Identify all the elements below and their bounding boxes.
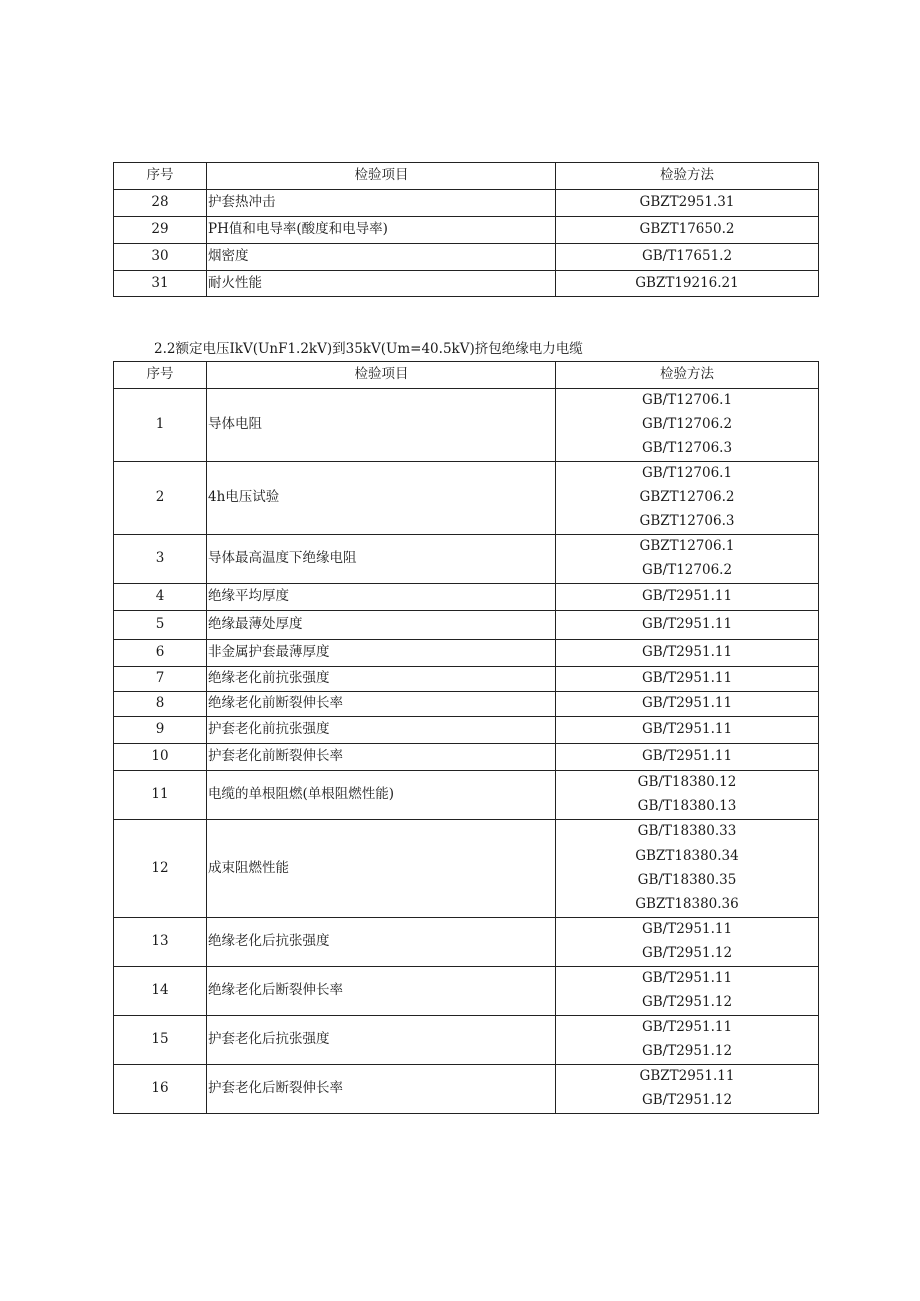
table-row <box>114 462 819 535</box>
inspection-item: 护套老化前抗张强度 <box>207 717 556 744</box>
method-standard: GBZT17650.2 <box>639 221 735 238</box>
header-no: 序号 <box>114 362 207 389</box>
table-row <box>114 692 819 717</box>
inspection-item: 成束阻燃性能 <box>207 820 556 918</box>
method-standard: GBZT2951.31 <box>639 194 735 211</box>
method-standard: GB/T2951.11 <box>641 970 733 987</box>
inspection-item: 绝缘老化后断裂伸长率 <box>207 967 556 1016</box>
method-standard: GB/T2951.11 <box>641 748 733 765</box>
row-number: 1 <box>114 389 207 462</box>
inspection-item: 4h电压试验 <box>207 462 556 535</box>
inspection-methods <box>556 584 819 611</box>
header-method: 检验方法 <box>556 163 819 190</box>
method-standard: GB/T17651.2 <box>641 248 733 265</box>
method-standard: GB/T2951.12 <box>641 994 733 1011</box>
header-item: 检验项目 <box>207 362 556 389</box>
method-standard: GB/T2951.11 <box>641 721 733 738</box>
inspection-table-2 <box>113 361 819 1114</box>
table-row <box>114 640 819 667</box>
row-number: 4 <box>114 584 207 611</box>
row-number: 11 <box>114 771 207 820</box>
method-standard: GB/T2951.12 <box>641 1043 733 1060</box>
inspection-item: 绝缘平均厚度 <box>207 584 556 611</box>
inspection-methods <box>556 190 819 217</box>
table-row <box>114 918 819 967</box>
inspection-item: PH值和电导率(酸度和电导率) <box>207 217 556 244</box>
section-title: 2.2额定电压IkV(UnF1.2kV)到35kV(Um=40.5kV)挤包绝缘电力电缆 <box>154 341 583 357</box>
inspection-item: 护套老化前断裂伸长率 <box>207 744 556 771</box>
row-number: 13 <box>114 918 207 967</box>
method-standard: GB/T2951.11 <box>641 695 733 712</box>
table-row <box>114 190 819 217</box>
method-standard: GB/T2951.11 <box>641 644 733 661</box>
inspection-item: 烟密度 <box>207 244 556 271</box>
table-row <box>114 717 819 744</box>
method-standard: GBZT2951.11 <box>639 1068 735 1085</box>
inspection-item: 护套热冲击 <box>207 190 556 217</box>
table-row <box>114 389 819 462</box>
row-number: 28 <box>114 190 207 217</box>
method-standard: GB/T2951.11 <box>641 1019 733 1036</box>
method-standard: GB/T18380.13 <box>637 798 737 815</box>
method-standard: GB/T2951.11 <box>641 588 733 605</box>
inspection-methods <box>556 271 819 297</box>
inspection-methods <box>556 717 819 744</box>
inspection-methods <box>556 1016 819 1065</box>
inspection-item: 绝缘老化前断裂伸长率 <box>207 692 556 717</box>
inspection-methods <box>556 462 819 535</box>
table-row <box>114 1016 819 1065</box>
method-standard: GBZT12706.2 <box>639 489 735 506</box>
inspection-item: 非金属护套最薄厚度 <box>207 640 556 667</box>
method-standard: GB/T2951.12 <box>641 945 733 962</box>
method-standard: GB/T18380.33 <box>637 823 737 840</box>
inspection-item: 电缆的单根阻燃(单根阻燃性能) <box>207 771 556 820</box>
method-standard: GBZT12706.1 <box>639 538 735 555</box>
inspection-methods <box>556 918 819 967</box>
method-standard: GB/T18380.35 <box>637 871 737 888</box>
inspection-methods <box>556 217 819 244</box>
row-number: 15 <box>114 1016 207 1065</box>
method-standard: GB/T18380.12 <box>637 774 737 791</box>
inspection-methods <box>556 967 819 1016</box>
table-row <box>114 820 819 918</box>
inspection-item: 绝缘最薄处厚度 <box>207 611 556 640</box>
inspection-item: 导体电阻 <box>207 389 556 462</box>
method-standard: GBZT18380.34 <box>635 847 739 864</box>
row-number: 9 <box>114 717 207 744</box>
row-number: 8 <box>114 692 207 717</box>
row-number: 16 <box>114 1065 207 1114</box>
row-number: 31 <box>114 271 207 297</box>
inspection-item: 绝缘老化前抗张强度 <box>207 667 556 692</box>
inspection-methods <box>556 389 819 462</box>
row-number: 7 <box>114 667 207 692</box>
method-standard: GBZT12706.3 <box>639 513 735 530</box>
inspection-methods <box>556 744 819 771</box>
inspection-methods <box>556 771 819 820</box>
method-standard: GB/T2951.11 <box>641 921 733 938</box>
inspection-table-1 <box>113 162 819 297</box>
header-no: 序号 <box>114 163 207 190</box>
table-row <box>114 244 819 271</box>
table-row <box>114 771 819 820</box>
header-row <box>114 163 819 190</box>
row-number: 12 <box>114 820 207 918</box>
table-row <box>114 217 819 244</box>
method-standard: GBZT18380.36 <box>635 896 739 913</box>
row-number: 2 <box>114 462 207 535</box>
method-standard: GB/T12706.1 <box>641 465 733 482</box>
row-number: 29 <box>114 217 207 244</box>
inspection-item: 导体最高温度下绝缘电阻 <box>207 535 556 584</box>
inspection-methods <box>556 820 819 918</box>
header-row <box>114 362 819 389</box>
table-row <box>114 667 819 692</box>
inspection-item: 护套老化后抗张强度 <box>207 1016 556 1065</box>
inspection-methods <box>556 611 819 640</box>
row-number: 3 <box>114 535 207 584</box>
row-number: 5 <box>114 611 207 640</box>
inspection-item: 耐火性能 <box>207 271 556 297</box>
method-standard: GB/T2951.12 <box>641 1092 733 1109</box>
table-row <box>114 1065 819 1114</box>
inspection-methods <box>556 244 819 271</box>
method-standard: GB/T12706.3 <box>641 440 733 457</box>
row-number: 30 <box>114 244 207 271</box>
method-standard: GBZT19216.21 <box>635 274 739 291</box>
header-method: 检验方法 <box>556 362 819 389</box>
method-standard: GB/T12706.2 <box>641 562 733 579</box>
method-standard: GB/T2951.11 <box>641 670 733 687</box>
inspection-methods <box>556 1065 819 1114</box>
table-row <box>114 967 819 1016</box>
inspection-methods <box>556 535 819 584</box>
inspection-methods <box>556 640 819 667</box>
table-row <box>114 611 819 640</box>
method-standard: GB/T12706.2 <box>641 416 733 433</box>
table-row <box>114 271 819 297</box>
inspection-item: 绝缘老化后抗张强度 <box>207 918 556 967</box>
method-standard: GB/T2951.11 <box>641 616 733 633</box>
inspection-methods <box>556 692 819 717</box>
inspection-item: 护套老化后断裂伸长率 <box>207 1065 556 1114</box>
header-item: 检验项目 <box>207 163 556 190</box>
table-row <box>114 744 819 771</box>
row-number: 10 <box>114 744 207 771</box>
inspection-methods <box>556 667 819 692</box>
row-number: 14 <box>114 967 207 1016</box>
method-standard: GB/T12706.1 <box>641 392 733 409</box>
table-row <box>114 584 819 611</box>
table-row <box>114 535 819 584</box>
row-number: 6 <box>114 640 207 667</box>
